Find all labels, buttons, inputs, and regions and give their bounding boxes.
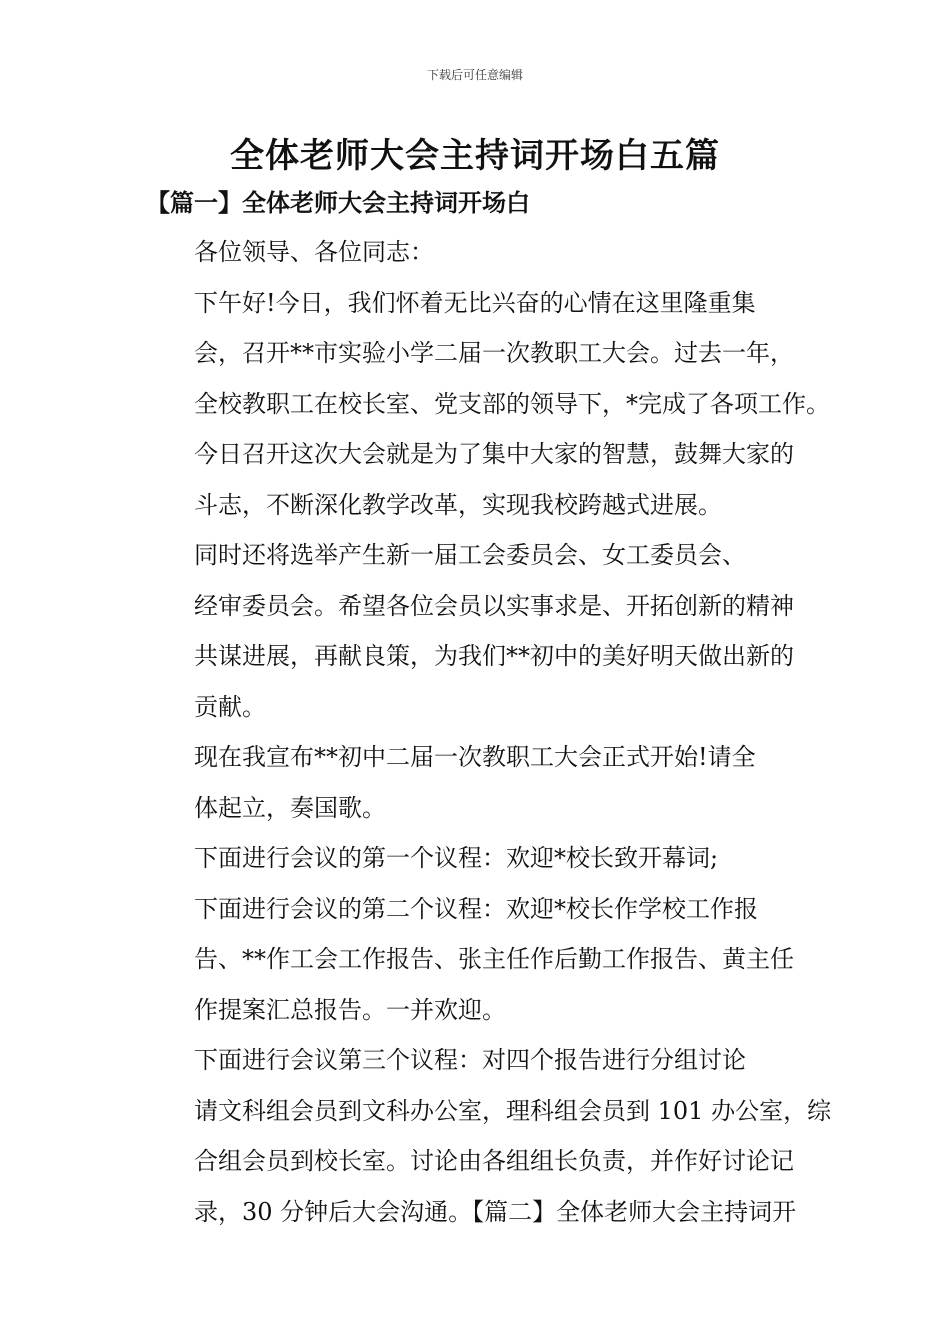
text-line: 体起立，奏国歌。: [194, 793, 386, 822]
text-line: 斗志，不断深化教学改革，实现我校跨越式进展。: [194, 490, 722, 519]
text-line: 经审委员会。希望各位会员以实事求是、开拓创新的精神: [194, 591, 794, 620]
text-line: 共谋进展，再献良策，为我们**初中的美好明天做出新的: [194, 642, 794, 670]
text-line: 请文科组会员到文科办公室，理科组会员到 101 办公室，综: [194, 1096, 832, 1125]
paragraph-agenda-3: [146, 1035, 832, 1237]
section-heading: 【篇一】全体老师大会主持词开场白: [146, 188, 530, 217]
paragraph-agenda-1: [146, 833, 806, 884]
text-line: 合组会员到校长室。讨论由各组组长负责，并作好讨论记: [194, 1147, 794, 1175]
text-line: 全校教职工在校长室、党支部的领导下，*完成了各项工作。: [194, 389, 830, 418]
text-line: 录，30 分钟后大会沟通。【篇二】全体老师大会主持词开: [194, 1197, 797, 1226]
text-line: 下面进行会议的第二个议程：欢迎*校长作学校工作报: [194, 894, 758, 923]
text-line: 下面进行会议第三个议程：对四个报告进行分组讨论: [194, 1046, 746, 1074]
text-line: 下午好!今日，我们怀着无比兴奋的心情在这里隆重集: [194, 288, 756, 317]
text-line: 下面进行会议的第一个议程：欢迎*校长致开幕词;: [194, 844, 719, 872]
text-line: 会，召开**市实验小学二届一次教职工大会。过去一年，: [194, 339, 794, 367]
paragraph-greeting: [146, 227, 806, 278]
text-line: 同时还将选举产生新一届工会委员会、女工委员会、: [194, 541, 746, 569]
paragraph-announcement: [146, 732, 806, 833]
text-line: 贡献。: [194, 692, 266, 721]
page-header-note: 下载后可任意编辑: [426, 68, 523, 82]
text-line: 现在我宣布**初中二届一次教职工大会正式开始!请全: [194, 743, 756, 771]
paragraph-election: [146, 530, 806, 732]
text-line: 今日召开这次大会就是为了集中大家的智慧，鼓舞大家的: [194, 440, 794, 468]
text-line: 作提案汇总报告。一并欢迎。: [194, 995, 506, 1024]
text-line: 各位领导、各位同志：: [194, 238, 434, 266]
paragraph-agenda-2: [146, 884, 806, 1036]
paragraph-opening: [146, 278, 830, 531]
text-line: 告、**作工会工作报告、张主任作后勤工作报告、黄主任: [194, 945, 794, 973]
document-body: [146, 227, 832, 1237]
document-title: 全体老师大会主持词开场白五篇: [230, 136, 720, 176]
